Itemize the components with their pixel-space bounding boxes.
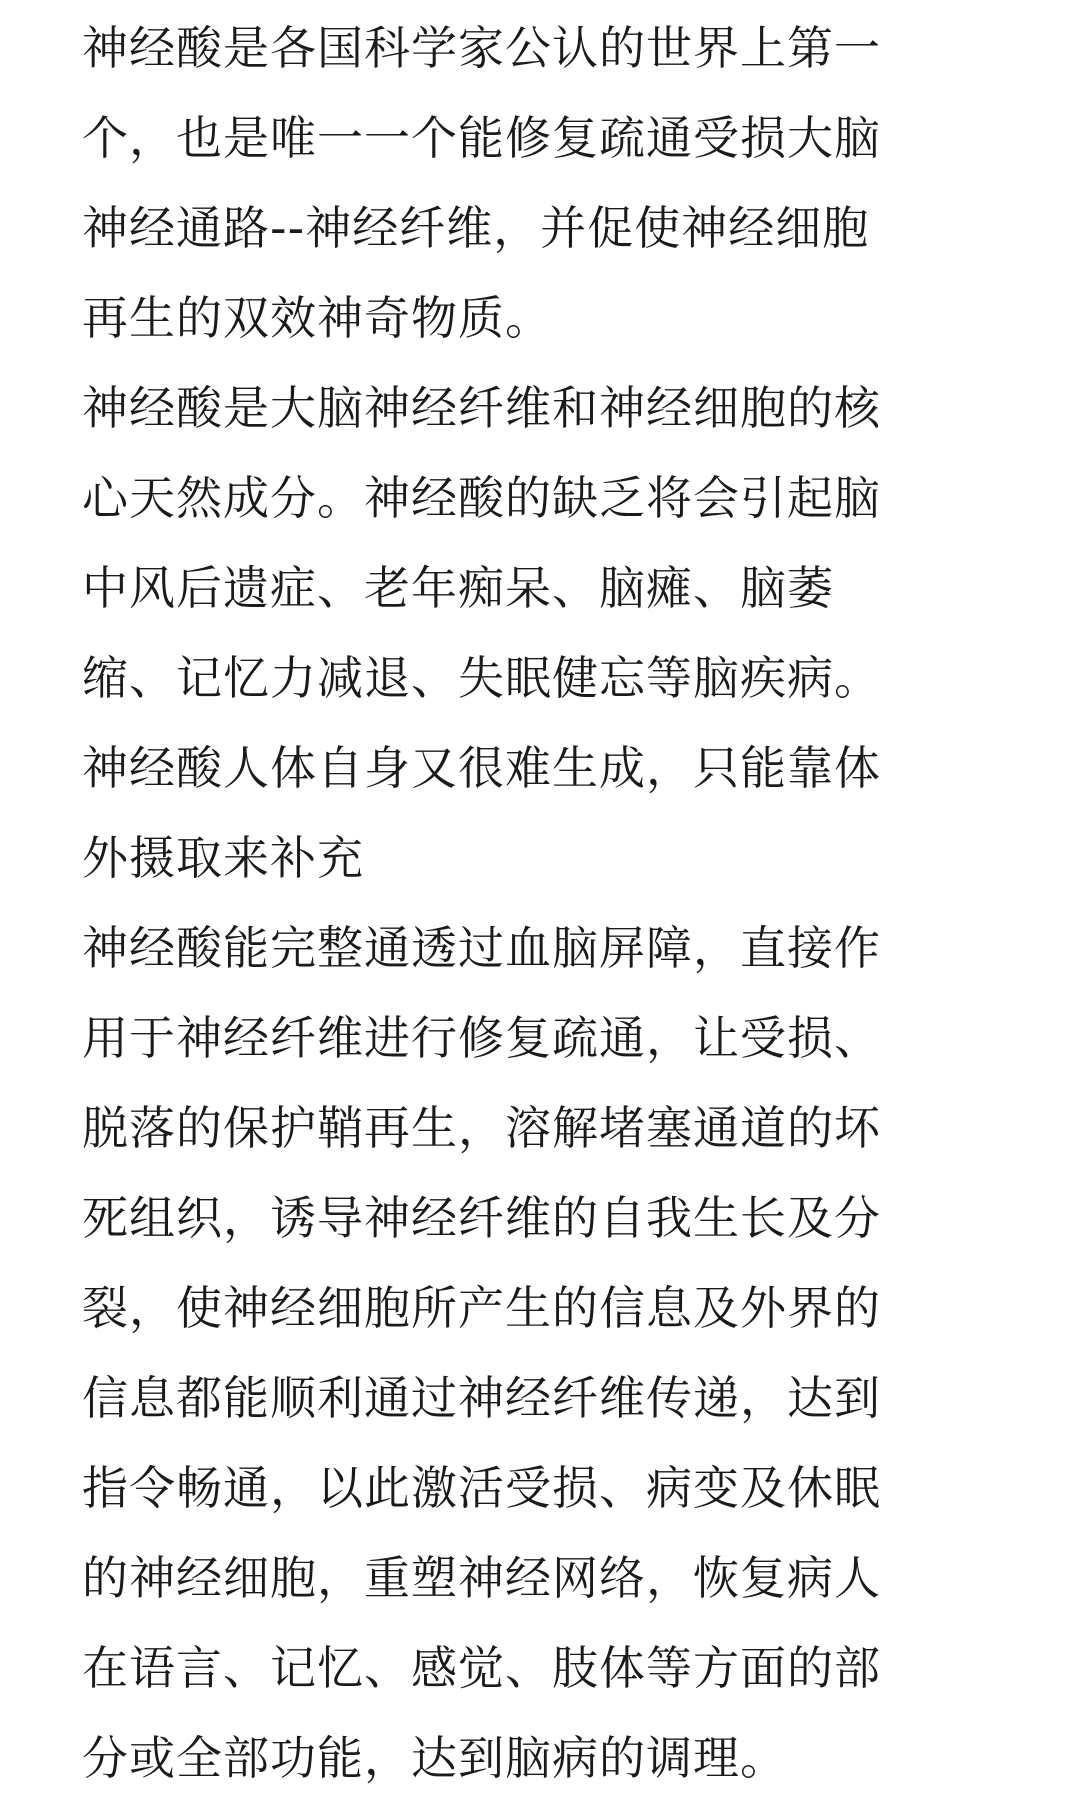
article-body [82,0,1002,1800]
text-line: 信息都能顺利通过神经纤维传递，达到 [82,1371,881,1425]
text-line: 分或全部功能，达到脑病的调理。 [82,1731,787,1785]
text-line: 在语言、记忆、感觉、肢体等方面的部 [82,1641,881,1695]
text-line: 个，也是唯一一个能修复疏通受损大脑 [82,111,881,165]
text-line: 外摄取来补充 [82,831,364,885]
text-line: 神经酸是大脑神经纤维和神经细胞的核 [82,381,881,435]
text-line: 死组织，诱导神经纤维的自我生长及分 [82,1191,881,1245]
text-line: 中风后遗症、老年痴呆、脑瘫、脑萎 [82,561,834,615]
text-line: 脱落的保护鞘再生，溶解堵塞通道的坏 [82,1101,881,1155]
text-line: 缩、记忆力减退、失眠健忘等脑疾病。 [82,651,881,705]
text-line: 神经酸是各国科学家公认的世界上第一 [82,21,881,75]
text-line: 心天然成分。神经酸的缺乏将会引起脑 [82,471,881,525]
text-line: 神经酸人体自身又很难生成，只能靠体 [82,741,881,795]
text-line: 神经通路--神经纤维，并促使神经细胞 [82,201,870,255]
text-line: 再生的双效神奇物质。 [82,291,552,345]
text-line: 的神经细胞，重塑神经网络，恢复病人 [82,1551,881,1605]
text-line: 神经酸能完整通透过血脑屏障，直接作 [82,921,881,975]
text-line: 裂，使神经细胞所产生的信息及外界的 [82,1281,881,1335]
text-line: 指令畅通，以此激活受损、病变及休眠 [82,1461,881,1515]
text-line: 用于神经纤维进行修复疏通，让受损、 [82,1011,881,1065]
